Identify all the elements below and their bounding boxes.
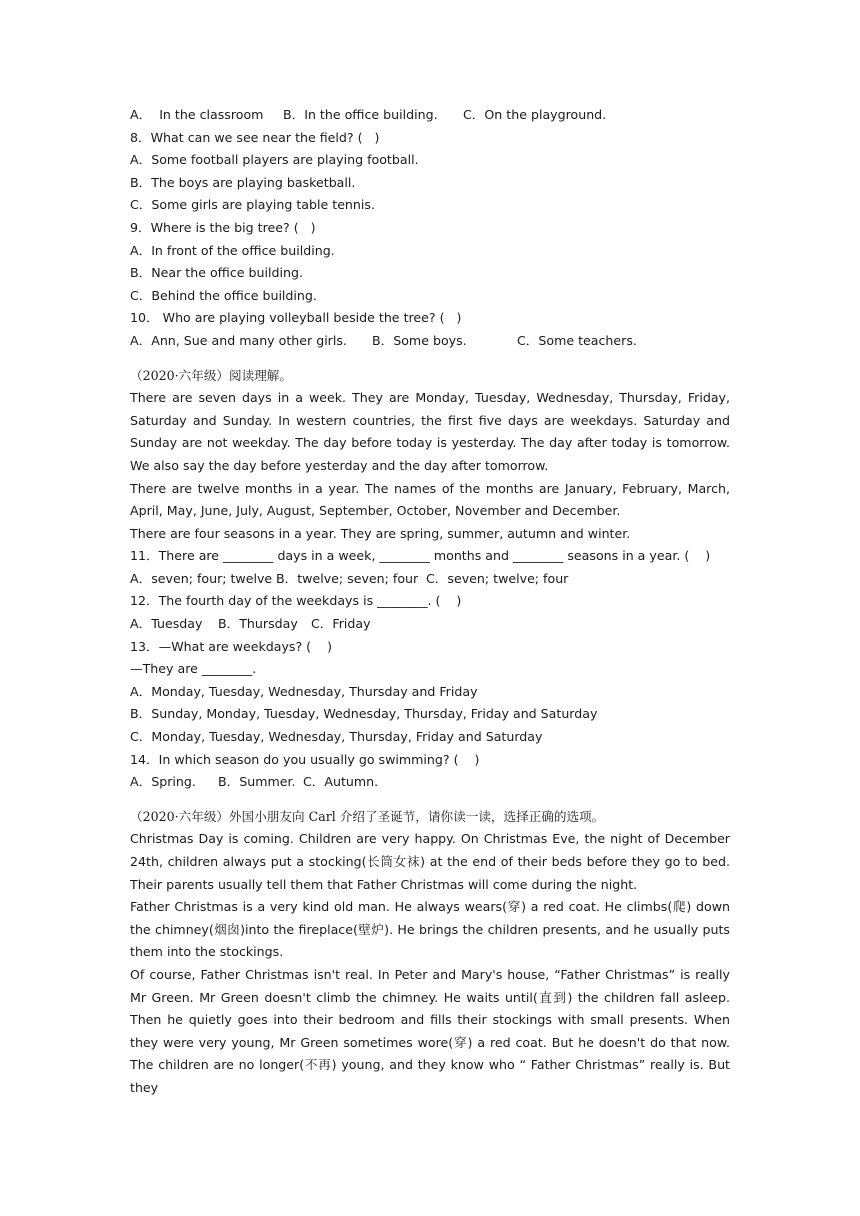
q12-option-b: B．Thursday [218,616,298,632]
section-heading-reading: （2020·六年级）阅读理解。 [130,367,292,383]
passage-paragraph-2: There are twelve months in a year. The names of the months are January, February, March, April, May, June, July, August, September, October, November and December. [130,480,730,519]
q8-option-c: C．Some girls are playing table tennis. [130,197,375,213]
q9-option-b: B．Near the office building. [130,265,303,281]
q13-option-b: B．Sunday, Monday, Tuesday, Wednesday, Thursday, Friday and Saturday [130,706,598,722]
q9-option-a: A．In front of the office building. [130,242,335,258]
q13-option-c: C．Monday, Tuesday, Wednesday, Thursday, Friday and Saturday [130,729,543,745]
q8-option-a: A．Some football players are playing football. [130,152,419,168]
q9-option-c: C．Behind the office building. [130,287,317,303]
q8-option-b: B．The boys are playing basketball. [130,174,356,190]
passage-paragraph-3: There are four seasons in a year. They are spring, summer, autumn and winter. [130,525,631,541]
question-12: 12．The fourth day of the weekdays is ________. ( ) [130,593,462,609]
question-11: 11．There are ________ days in a week, ________ months and ________ seasons in a year. ( ) [130,548,711,564]
document-page [130,104,730,1100]
section-heading-christmas: （2020·六年级）外国小朋友向 Carl 介绍了圣诞节，请你读一读，选择正确的选项。 [130,808,605,824]
q11-option-a: A．seven; four; twelve [130,570,273,586]
q10-option-c: C．Some teachers. [517,332,637,348]
option-b: B．In the office building. [283,107,438,122]
q14-options-row [130,771,730,794]
q10-options-row [130,330,730,353]
q10-option-a: A．Ann, Sue and many other girls. [130,332,347,348]
q11-option-c: C．seven; twelve; four [426,570,569,586]
q13-answer-line: —They are ________. [130,661,257,677]
q14-option-c: C．Autumn. [303,774,379,790]
question-10: 10． Who are playing volleyball beside the tree? ( ) [130,310,462,326]
question-9: 9．Where is the big tree? ( ) [130,219,316,235]
option-a: A． In the classroom [130,107,264,122]
passage-paragraph-1: There are seven days in a week. They are Monday, Tuesday, Wednesday, Thursday, Friday, Saturday and Sunday. In western countries, the first five days are weekdays. Saturday and Sunday are not weekday. The day before today is yesterday. The day after today is tomorrow. We also say the day before yesterday and the day after tomorrow. [130,390,730,473]
christmas-paragraph-1: Christmas Day is coming. Children are very happy. On Christmas Eve, the night of December 24th, children always put a stocking(长筒女袜) at the end of their beds before they go to bed. Their parents usually tell them that Father Christmas will come during the night. [130,831,730,892]
q12-option-a: A．Tuesday [130,616,203,632]
question-13: 13．—What are weekdays? ( ) [130,638,333,654]
q14-option-b: B．Summer. [218,774,296,790]
q10-option-b: B．Some boys. [372,332,467,348]
q12-options-row [130,613,730,636]
q14-option-a: A．Spring. [130,774,196,790]
question-8: 8．What can we see near the field? ( ) [130,129,380,145]
q7-options-row [130,104,730,127]
q13-option-a: A．Monday, Tuesday, Wednesday, Thursday and Friday [130,683,478,699]
option-c: C．On the playground. [463,107,607,122]
christmas-paragraph-3: Of course, Father Christmas isn't real. In Peter and Mary's house, “Father Christmas” is really Mr Green. Mr Green doesn't climb the chimney. He waits until(直到) the children fall asleep. Then he quietly goes into their bedroom and fills their stockings with small presents. When they were very young, Mr Green sometimes wore(穿) a red coat. But he doesn't do that now. The children are no longer(不再) young, and they know who “ Father Christmas” really is. But they [130,966,730,1095]
q12-option-c: C．Friday [311,616,371,632]
q11-options-row [130,568,730,591]
q11-option-b: B．twelve; seven; four [276,570,419,586]
question-14: 14．In which season do you usually go swimming? ( ) [130,751,480,767]
christmas-paragraph-2: Father Christmas is a very kind old man. He always wears(穿) a red coat. He climbs(爬) down the chimney(烟囱)into the fireplace(壁炉). He brings the children presents, and he usually puts them into the stockings. [130,899,730,960]
